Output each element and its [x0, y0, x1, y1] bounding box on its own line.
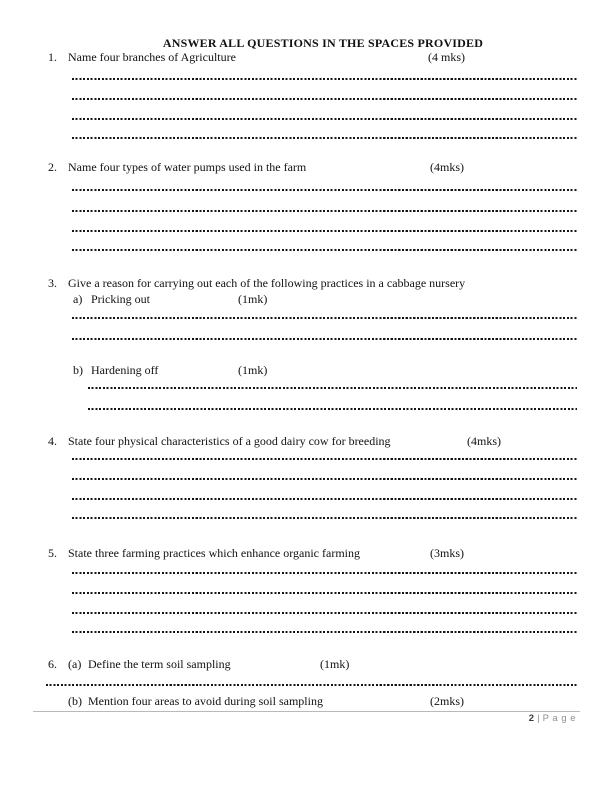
answer-line [88, 408, 577, 410]
question-4-text: State four physical characteristics of a good dairy cow for breeding [68, 434, 391, 448]
page-title: ANSWER ALL QUESTIONS IN THE SPACES PROVIDED [162, 36, 484, 50]
question-3b [0, 363, 612, 377]
answer-line [72, 592, 577, 594]
question-5-text: State three farming practices which enhance organic farming [68, 546, 360, 560]
answer-line [72, 137, 577, 139]
answer-line [72, 517, 577, 519]
question-3-text: Give a reason for carrying out each of the following practices in a cabbage nursery [68, 276, 466, 290]
answer-line [72, 230, 577, 232]
question-4-marks: (4mks) [467, 434, 501, 448]
answer-line [72, 338, 577, 340]
answer-line [72, 249, 577, 251]
question-6a-marks: (1mk) [320, 657, 350, 671]
footer-page-number: 2 [528, 713, 535, 724]
answer-line [72, 118, 577, 120]
question-3-number: 3. [48, 276, 57, 290]
answer-line [72, 572, 577, 574]
question-6a-text: Define the term soil sampling [88, 657, 231, 671]
question-2-text: Name four types of water pumps used in the farm [68, 160, 307, 174]
footer-page-label: P a g e [542, 713, 576, 724]
footer-separator: | [537, 713, 540, 724]
page-footer [529, 713, 576, 725]
answer-line [72, 189, 577, 191]
question-1-marks: (4 mks) [428, 50, 465, 64]
question-2 [0, 160, 612, 174]
answer-line [72, 317, 577, 319]
question-6b [0, 694, 612, 708]
answer-line [72, 498, 577, 500]
question-6b-marks: (2mks) [430, 694, 464, 708]
answer-line [72, 210, 577, 212]
question-1 [0, 50, 612, 64]
question-6b-label: (b) [68, 694, 82, 708]
question-4-number: 4. [48, 434, 57, 448]
question-5-marks: (3mks) [430, 546, 464, 560]
question-3b-label: b) [73, 363, 83, 377]
answer-line [72, 631, 577, 633]
question-2-marks: (4mks) [430, 160, 464, 174]
question-3a [0, 292, 612, 306]
answer-line [72, 78, 577, 80]
question-3b-text: Hardening off [91, 363, 159, 377]
question-4 [0, 434, 612, 448]
question-6-number: 6. [48, 657, 57, 671]
footer-divider [33, 711, 580, 712]
question-5 [0, 546, 612, 560]
question-6b-text: Mention four areas to avoid during soil sampling [88, 694, 323, 708]
answer-line [46, 684, 577, 686]
answer-line [88, 387, 577, 389]
question-6a-label: (a) [68, 657, 82, 671]
answer-line [72, 478, 577, 480]
question-3a-marks: (1mk) [238, 292, 268, 306]
question-6a [0, 657, 612, 671]
question-1-number: 1. [48, 50, 57, 64]
question-3 [0, 276, 612, 290]
question-3a-label: a) [73, 292, 83, 306]
question-2-number: 2. [48, 160, 57, 174]
answer-line [72, 612, 577, 614]
question-5-number: 5. [48, 546, 57, 560]
question-3a-text: Pricking out [91, 292, 150, 306]
answer-line [72, 98, 577, 100]
question-3b-marks: (1mk) [238, 363, 268, 377]
question-1-text: Name four branches of Agriculture [68, 50, 236, 64]
answer-line [72, 458, 577, 460]
